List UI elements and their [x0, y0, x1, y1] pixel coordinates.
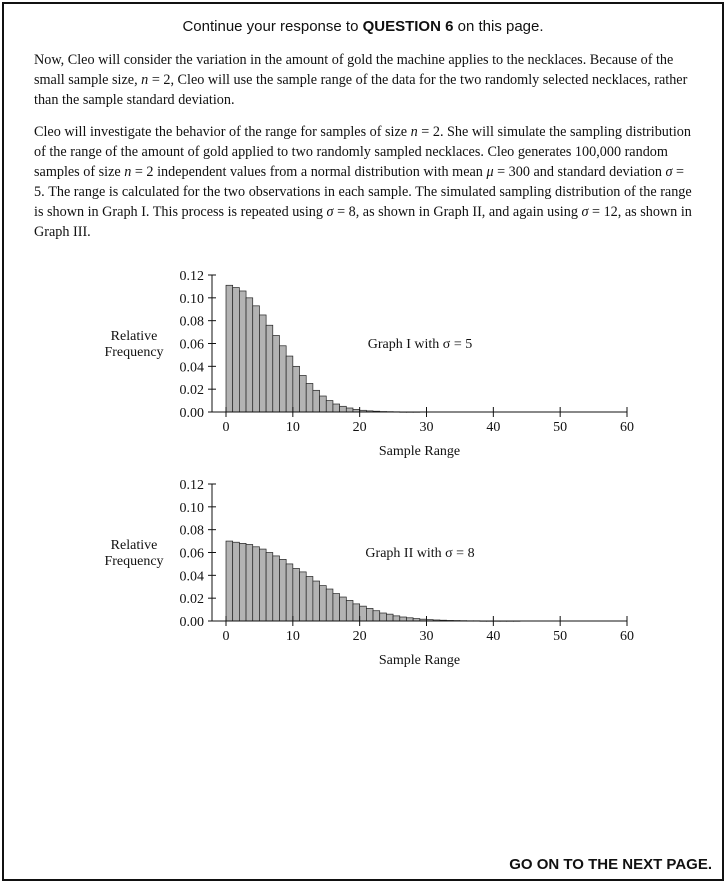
x-tick-label: 0: [222, 420, 230, 435]
p2-text-d: = 300 and standard deviation: [493, 164, 662, 180]
histogram-bar: [300, 375, 307, 412]
y-tick-label: 0.06: [179, 546, 204, 562]
p2-var-sigma-1: σ: [665, 164, 673, 180]
x-tick-label: 20: [352, 629, 367, 644]
histogram-bar: [246, 545, 253, 621]
histogram-bar: [320, 586, 327, 621]
y-tick-label: 0.04: [179, 569, 204, 585]
p2-text-b: = 2. She will simulate the sampling distribution of the range of the amount of gold applied to two randomly sampled necklaces. Cleo generates 100,000 random samples of size: [34, 124, 691, 180]
histogram-bar: [233, 542, 240, 621]
histogram-bar: [346, 600, 353, 621]
x-tick-label: 60: [620, 420, 634, 435]
histogram-bar: [306, 576, 313, 621]
histogram-bar: [333, 594, 340, 621]
histogram-bar: [293, 568, 300, 621]
p1-var-n: n: [141, 72, 149, 88]
graph-1-svg: [0, 262, 726, 462]
x-tick-label: 40: [486, 629, 501, 644]
header-suffix: on this page.: [457, 18, 544, 35]
p2-var-sigma-3: σ: [581, 204, 589, 220]
histogram-bar: [346, 408, 353, 412]
histogram-bar: [340, 406, 347, 412]
p2-text-a: Cleo will investigate the behavior of the range for samples of size: [34, 124, 408, 140]
histogram-bar: [233, 288, 240, 412]
p2-var-sigma-2: σ: [326, 204, 334, 220]
x-axis-label: Sample Range: [378, 444, 461, 459]
y-tick-label: 0.08: [179, 523, 204, 539]
p2-text-e: = 5. The range is calculated for the two observations in each sample. The simulated sampling distribution of the range is shown in Graph I. This process is repeated using: [34, 164, 692, 220]
graph-1: [0, 262, 726, 462]
histogram-bar: [360, 606, 367, 621]
histogram-bar: [400, 617, 407, 621]
page-header: [0, 18, 726, 35]
y-tick-label: 0.00: [179, 615, 204, 630]
x-tick-label: 50: [553, 420, 568, 435]
p2-text-f: = 8, as shown in Graph II, and again using: [333, 204, 578, 220]
y-tick-label: 0.02: [179, 383, 204, 399]
x-tick-label: 50: [553, 629, 568, 644]
histogram-bar: [326, 401, 333, 412]
go-on-footer: GO ON TO THE NEXT PAGE.: [509, 856, 712, 873]
histogram-bar: [300, 572, 307, 621]
x-tick-label: 20: [352, 420, 367, 435]
histogram-bar: [313, 390, 320, 412]
p2-var-n-2: n: [124, 164, 132, 180]
y-tick-label: 0.10: [179, 500, 204, 516]
histogram-bar: [273, 336, 280, 412]
p1-text-a: Now, Cleo will consider the variation in the amount of gold the machine applies to the necklaces. Because of the small sample size,: [34, 52, 674, 88]
histogram-bar: [279, 559, 286, 621]
x-tick-label: 40: [486, 420, 501, 435]
histogram-bar: [353, 604, 360, 621]
y-tick-label: 0.04: [179, 360, 204, 376]
x-tick-label: 30: [419, 629, 434, 644]
x-tick-label: 60: [620, 629, 634, 644]
p2-var-n-1: n: [410, 124, 418, 140]
x-tick-label: 10: [285, 420, 300, 435]
histogram-bar: [380, 613, 387, 621]
histogram-bar: [259, 315, 266, 412]
y-axis-label: Relative Frequency: [104, 538, 164, 569]
histogram-bar: [279, 346, 286, 412]
header-prefix: Continue your response to: [182, 18, 359, 35]
graph-title: Graph I with σ = 5: [367, 337, 473, 352]
histogram-bar: [239, 291, 246, 412]
histogram-bar: [266, 325, 273, 412]
x-axis-label: Sample Range: [378, 653, 461, 668]
graph-2: [0, 471, 726, 671]
y-tick-label: 0.08: [179, 314, 204, 330]
histogram-bar: [266, 553, 273, 622]
p2-text-c: = 2 independent values from a normal distribution with mean: [131, 164, 483, 180]
histogram-bar: [253, 306, 260, 412]
histogram-bar: [326, 589, 333, 621]
histogram-bar: [226, 541, 233, 621]
y-tick-label: 0.02: [179, 592, 204, 608]
paragraph-2: [34, 122, 696, 242]
histogram-bar: [253, 547, 260, 621]
histogram-bar: [286, 564, 293, 621]
histogram-bar: [373, 611, 380, 621]
y-tick-label: 0.06: [179, 337, 204, 353]
graph-2-svg: [0, 471, 726, 671]
p2-text-g: = 12, as shown in Graph III.: [34, 204, 692, 240]
histogram-bar: [239, 543, 246, 621]
histogram-bar: [333, 404, 340, 412]
y-tick-label: 0.00: [179, 406, 204, 421]
histogram-bar: [273, 556, 280, 621]
y-tick-label: 0.12: [179, 478, 204, 493]
histogram-bar: [386, 614, 393, 621]
histogram-bar: [259, 549, 266, 621]
histogram-bar: [320, 396, 327, 412]
histogram-bar: [313, 581, 320, 621]
histogram-bar: [393, 616, 400, 621]
histogram-bar: [246, 298, 253, 412]
histogram-bar: [340, 597, 347, 621]
paragraph-1: [34, 50, 696, 110]
y-tick-label: 0.10: [179, 291, 204, 307]
histogram-bar: [286, 356, 293, 412]
histogram-bar: [226, 285, 233, 412]
x-tick-label: 0: [222, 629, 230, 644]
header-question: QUESTION 6: [362, 18, 454, 35]
histogram-bar: [306, 383, 313, 412]
histogram-bar: [366, 608, 373, 621]
y-tick-label: 0.12: [179, 269, 204, 284]
y-axis-label: Relative Frequency: [104, 329, 164, 360]
p1-text-b: = 2, Cleo will use the sample range of the data for the two randomly selected necklaces, rather than the sample standard deviation.: [34, 72, 688, 108]
p2-var-mu: μ: [486, 164, 494, 180]
histogram-bar: [293, 366, 300, 412]
x-tick-label: 10: [285, 629, 300, 644]
graph-title: Graph II with σ = 8: [365, 546, 475, 561]
x-tick-label: 30: [419, 420, 434, 435]
